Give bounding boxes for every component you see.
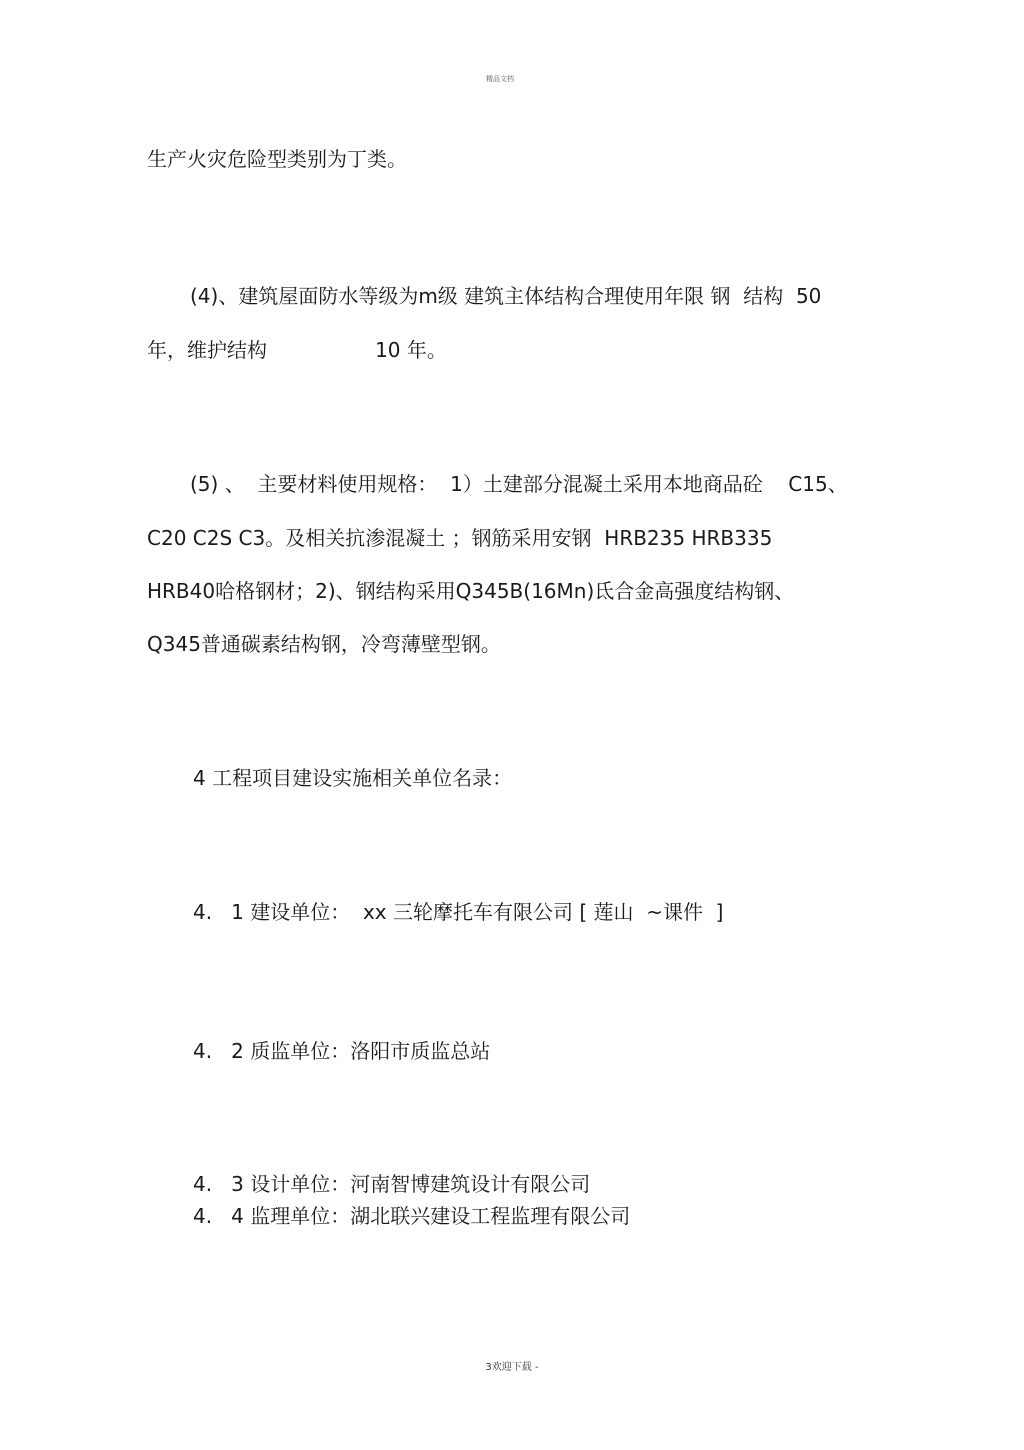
list-item-supervision-unit: 4. 4 监理单位：湖北联兴建设工程监理有限公司 (193, 1204, 631, 1228)
list-item-construction-unit: 4. 1 建设单位： xx 三轮摩托车有限公司 [ 莲山 ~课件 ] (193, 900, 724, 924)
paragraph-materials-cont-2: HRB40哈格钢材；2)、钢结构采用Q345B(16Mn)氐合金高强度结构钢、 (147, 579, 795, 603)
paragraph-materials-cont-3: Q345普通碳素结构钢，冷弯薄壁型钢。 (147, 632, 501, 656)
paragraph-waterproof-level-cont: 年，维护结构 10 年。 (147, 338, 447, 362)
paragraph-materials: (5) 、 主要材料使用规格： 1）土建部分混凝土采用本地商品砼 C15、 (190, 472, 848, 496)
paragraph-materials-cont-1: C20 C2S C3。及相关抗渗混凝土 ；钢筋采用安钢 HRB235 HRB335 (147, 526, 773, 550)
header-note: 精品文档 (486, 75, 514, 83)
footer-page-note: 3欢迎下载 - (485, 1362, 539, 1373)
list-item-design-unit: 4. 3 设计单位：河南智博建筑设计有限公司 (193, 1172, 591, 1196)
list-item-quality-unit: 4. 2 质监单位：洛阳市质监总站 (193, 1039, 491, 1063)
section-heading-units: 4 工程项目建设实施相关单位名录： (193, 766, 513, 790)
paragraph-waterproof-level: (4)、建筑屋面防水等级为m级 建筑主体结构合理使用年限 钢 结构 50 (190, 284, 822, 308)
paragraph-fire-class: 生产火灾危险型类别为丁类。 (147, 147, 407, 171)
